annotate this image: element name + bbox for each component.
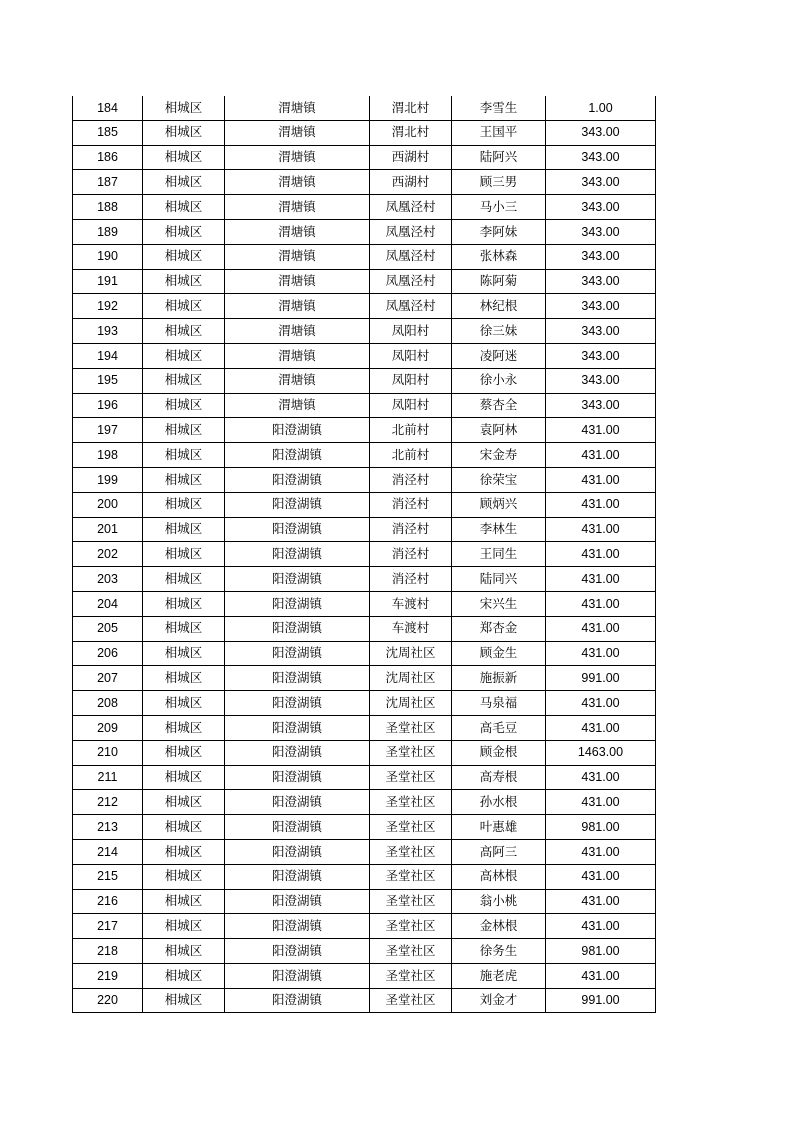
district-cell: 相城区	[143, 244, 225, 269]
table-row	[73, 790, 656, 815]
table-row	[73, 343, 656, 368]
person-name-cell: 施老虎	[452, 963, 546, 988]
town-cell: 阳澄湖镇	[225, 939, 370, 964]
town-cell: 阳澄湖镇	[225, 988, 370, 1013]
amount-cell: 431.00	[546, 443, 656, 468]
person-name-cell: 袁阿林	[452, 418, 546, 443]
town-cell: 阳澄湖镇	[225, 567, 370, 592]
row-number-cell: 194	[73, 343, 143, 368]
row-number-cell: 209	[73, 715, 143, 740]
village-cell: 沈周社区	[370, 691, 452, 716]
amount-cell: 431.00	[546, 591, 656, 616]
person-name-cell: 李阿妹	[452, 219, 546, 244]
row-number-cell: 211	[73, 765, 143, 790]
town-cell: 阳澄湖镇	[225, 467, 370, 492]
town-cell: 阳澄湖镇	[225, 616, 370, 641]
amount-cell: 343.00	[546, 393, 656, 418]
table-row	[73, 244, 656, 269]
village-cell: 圣堂社区	[370, 914, 452, 939]
amount-cell: 431.00	[546, 839, 656, 864]
town-cell: 阳澄湖镇	[225, 492, 370, 517]
table-row	[73, 864, 656, 889]
table-row	[73, 269, 656, 294]
town-cell: 渭塘镇	[225, 145, 370, 170]
person-name-cell: 陈阿菊	[452, 269, 546, 294]
village-cell: 凤凰泾村	[370, 219, 452, 244]
row-number-cell: 208	[73, 691, 143, 716]
person-name-cell: 徐小永	[452, 368, 546, 393]
person-name-cell: 顾金生	[452, 641, 546, 666]
table-row	[73, 418, 656, 443]
district-cell: 相城区	[143, 170, 225, 195]
village-cell: 圣堂社区	[370, 963, 452, 988]
amount-cell: 431.00	[546, 542, 656, 567]
row-number-cell: 196	[73, 393, 143, 418]
district-cell: 相城区	[143, 864, 225, 889]
table-row	[73, 170, 656, 195]
town-cell: 阳澄湖镇	[225, 418, 370, 443]
row-number-cell: 195	[73, 368, 143, 393]
village-cell: 消泾村	[370, 542, 452, 567]
amount-cell: 991.00	[546, 988, 656, 1013]
row-number-cell: 202	[73, 542, 143, 567]
town-cell: 渭塘镇	[225, 319, 370, 344]
village-cell: 圣堂社区	[370, 765, 452, 790]
town-cell: 渭塘镇	[225, 393, 370, 418]
row-number-cell: 201	[73, 517, 143, 542]
amount-cell: 431.00	[546, 914, 656, 939]
district-cell: 相城区	[143, 418, 225, 443]
table-row	[73, 443, 656, 468]
district-cell: 相城区	[143, 467, 225, 492]
village-cell: 凤阳村	[370, 319, 452, 344]
town-cell: 阳澄湖镇	[225, 864, 370, 889]
table-row	[73, 393, 656, 418]
person-name-cell: 高林根	[452, 864, 546, 889]
district-cell: 相城区	[143, 145, 225, 170]
row-number-cell: 200	[73, 492, 143, 517]
amount-cell: 431.00	[546, 418, 656, 443]
row-number-cell: 214	[73, 839, 143, 864]
row-number-cell: 192	[73, 294, 143, 319]
row-number-cell: 210	[73, 740, 143, 765]
person-name-cell: 翁小桃	[452, 889, 546, 914]
row-number-cell: 198	[73, 443, 143, 468]
table-row	[73, 914, 656, 939]
village-cell: 车渡村	[370, 616, 452, 641]
row-number-cell: 191	[73, 269, 143, 294]
amount-cell: 431.00	[546, 864, 656, 889]
town-cell: 阳澄湖镇	[225, 914, 370, 939]
amount-cell: 343.00	[546, 343, 656, 368]
amount-cell: 343.00	[546, 145, 656, 170]
table-row	[73, 294, 656, 319]
person-name-cell: 高阿三	[452, 839, 546, 864]
person-name-cell: 高毛豆	[452, 715, 546, 740]
person-name-cell: 刘金才	[452, 988, 546, 1013]
district-cell: 相城区	[143, 517, 225, 542]
village-cell: 凤阳村	[370, 343, 452, 368]
amount-cell: 343.00	[546, 294, 656, 319]
town-cell: 阳澄湖镇	[225, 641, 370, 666]
amount-cell: 431.00	[546, 790, 656, 815]
town-cell: 渭塘镇	[225, 96, 370, 120]
district-cell: 相城区	[143, 715, 225, 740]
town-cell: 阳澄湖镇	[225, 542, 370, 567]
town-cell: 渭塘镇	[225, 120, 370, 145]
village-cell: 凤阳村	[370, 368, 452, 393]
town-cell: 渭塘镇	[225, 170, 370, 195]
district-cell: 相城区	[143, 591, 225, 616]
row-number-cell: 216	[73, 889, 143, 914]
person-name-cell: 王同生	[452, 542, 546, 567]
district-cell: 相城区	[143, 195, 225, 220]
town-cell: 阳澄湖镇	[225, 591, 370, 616]
person-name-cell: 王国平	[452, 120, 546, 145]
town-cell: 渭塘镇	[225, 219, 370, 244]
village-cell: 西湖村	[370, 170, 452, 195]
town-cell: 渭塘镇	[225, 244, 370, 269]
person-name-cell: 顾三男	[452, 170, 546, 195]
amount-cell: 991.00	[546, 666, 656, 691]
village-cell: 圣堂社区	[370, 889, 452, 914]
town-cell: 阳澄湖镇	[225, 790, 370, 815]
person-name-cell: 马小三	[452, 195, 546, 220]
person-name-cell: 李林生	[452, 517, 546, 542]
amount-cell: 431.00	[546, 616, 656, 641]
village-cell: 北前村	[370, 443, 452, 468]
amount-cell: 1.00	[546, 96, 656, 120]
row-number-cell: 189	[73, 219, 143, 244]
district-cell: 相城区	[143, 443, 225, 468]
district-cell: 相城区	[143, 393, 225, 418]
town-cell: 渭塘镇	[225, 343, 370, 368]
amount-cell: 343.00	[546, 195, 656, 220]
table-row	[73, 691, 656, 716]
amount-cell: 343.00	[546, 269, 656, 294]
village-cell: 凤凰泾村	[370, 195, 452, 220]
district-cell: 相城区	[143, 939, 225, 964]
district-cell: 相城区	[143, 914, 225, 939]
table-row	[73, 815, 656, 840]
data-table	[72, 96, 656, 1013]
village-cell: 渭北村	[370, 96, 452, 120]
row-number-cell: 204	[73, 591, 143, 616]
town-cell: 阳澄湖镇	[225, 740, 370, 765]
table-row	[73, 120, 656, 145]
amount-cell: 431.00	[546, 467, 656, 492]
town-cell: 阳澄湖镇	[225, 517, 370, 542]
town-cell: 阳澄湖镇	[225, 839, 370, 864]
row-number-cell: 203	[73, 567, 143, 592]
district-cell: 相城区	[143, 294, 225, 319]
town-cell: 渭塘镇	[225, 195, 370, 220]
village-cell: 圣堂社区	[370, 864, 452, 889]
row-number-cell: 187	[73, 170, 143, 195]
town-cell: 阳澄湖镇	[225, 715, 370, 740]
village-cell: 北前村	[370, 418, 452, 443]
town-cell: 渭塘镇	[225, 269, 370, 294]
town-cell: 阳澄湖镇	[225, 691, 370, 716]
amount-cell: 981.00	[546, 815, 656, 840]
table-row	[73, 889, 656, 914]
table-row	[73, 641, 656, 666]
amount-cell: 431.00	[546, 492, 656, 517]
district-cell: 相城区	[143, 567, 225, 592]
village-cell: 凤凰泾村	[370, 294, 452, 319]
district-cell: 相城区	[143, 616, 225, 641]
table-row	[73, 765, 656, 790]
village-cell: 圣堂社区	[370, 839, 452, 864]
person-name-cell: 马泉福	[452, 691, 546, 716]
town-cell: 渭塘镇	[225, 294, 370, 319]
table-row	[73, 567, 656, 592]
table-row	[73, 517, 656, 542]
person-name-cell: 陆阿兴	[452, 145, 546, 170]
person-name-cell: 陆同兴	[452, 567, 546, 592]
row-number-cell: 197	[73, 418, 143, 443]
amount-cell: 431.00	[546, 641, 656, 666]
row-number-cell: 219	[73, 963, 143, 988]
row-number-cell: 206	[73, 641, 143, 666]
table-row	[73, 467, 656, 492]
amount-cell: 343.00	[546, 368, 656, 393]
table-row	[73, 591, 656, 616]
person-name-cell: 蔡杏全	[452, 393, 546, 418]
table-row	[73, 368, 656, 393]
table-row	[73, 145, 656, 170]
village-cell: 凤阳村	[370, 393, 452, 418]
district-cell: 相城区	[143, 790, 225, 815]
town-cell: 渭塘镇	[225, 368, 370, 393]
amount-cell: 431.00	[546, 567, 656, 592]
district-cell: 相城区	[143, 988, 225, 1013]
person-name-cell: 郑杏金	[452, 616, 546, 641]
amount-cell: 431.00	[546, 715, 656, 740]
district-cell: 相城区	[143, 343, 225, 368]
district-cell: 相城区	[143, 120, 225, 145]
village-cell: 消泾村	[370, 492, 452, 517]
district-cell: 相城区	[143, 691, 225, 716]
person-name-cell: 徐务生	[452, 939, 546, 964]
row-number-cell: 215	[73, 864, 143, 889]
village-cell: 车渡村	[370, 591, 452, 616]
village-cell: 消泾村	[370, 567, 452, 592]
amount-cell: 431.00	[546, 889, 656, 914]
row-number-cell: 185	[73, 120, 143, 145]
row-number-cell: 207	[73, 666, 143, 691]
village-cell: 消泾村	[370, 517, 452, 542]
village-cell: 消泾村	[370, 467, 452, 492]
village-cell: 圣堂社区	[370, 939, 452, 964]
person-name-cell: 孙水根	[452, 790, 546, 815]
district-cell: 相城区	[143, 269, 225, 294]
row-number-cell: 218	[73, 939, 143, 964]
amount-cell: 981.00	[546, 939, 656, 964]
district-cell: 相城区	[143, 641, 225, 666]
table-row	[73, 963, 656, 988]
row-number-cell: 186	[73, 145, 143, 170]
district-cell: 相城区	[143, 740, 225, 765]
town-cell: 阳澄湖镇	[225, 443, 370, 468]
person-name-cell: 林纪根	[452, 294, 546, 319]
amount-cell: 343.00	[546, 244, 656, 269]
person-name-cell: 宋兴生	[452, 591, 546, 616]
person-name-cell: 叶惠雄	[452, 815, 546, 840]
village-cell: 圣堂社区	[370, 715, 452, 740]
row-number-cell: 199	[73, 467, 143, 492]
district-cell: 相城区	[143, 815, 225, 840]
amount-cell: 343.00	[546, 120, 656, 145]
row-number-cell: 212	[73, 790, 143, 815]
table-row	[73, 988, 656, 1013]
person-name-cell: 金林根	[452, 914, 546, 939]
table-row	[73, 740, 656, 765]
village-cell: 圣堂社区	[370, 740, 452, 765]
table-row	[73, 542, 656, 567]
district-cell: 相城区	[143, 963, 225, 988]
amount-cell: 431.00	[546, 963, 656, 988]
town-cell: 阳澄湖镇	[225, 666, 370, 691]
row-number-cell: 213	[73, 815, 143, 840]
person-name-cell: 凌阿迷	[452, 343, 546, 368]
village-cell: 圣堂社区	[370, 815, 452, 840]
table-row	[73, 492, 656, 517]
person-name-cell: 张林森	[452, 244, 546, 269]
row-number-cell: 188	[73, 195, 143, 220]
village-cell: 凤凰泾村	[370, 269, 452, 294]
village-cell: 凤凰泾村	[370, 244, 452, 269]
row-number-cell: 220	[73, 988, 143, 1013]
village-cell: 圣堂社区	[370, 790, 452, 815]
row-number-cell: 205	[73, 616, 143, 641]
amount-cell: 343.00	[546, 170, 656, 195]
row-number-cell: 184	[73, 96, 143, 120]
person-name-cell: 高寿根	[452, 765, 546, 790]
village-cell: 沈周社区	[370, 641, 452, 666]
person-name-cell: 李雪生	[452, 96, 546, 120]
district-cell: 相城区	[143, 319, 225, 344]
table-row	[73, 195, 656, 220]
town-cell: 阳澄湖镇	[225, 889, 370, 914]
amount-cell: 431.00	[546, 765, 656, 790]
table-row	[73, 219, 656, 244]
table-body	[73, 96, 656, 1013]
row-number-cell: 190	[73, 244, 143, 269]
district-cell: 相城区	[143, 492, 225, 517]
district-cell: 相城区	[143, 839, 225, 864]
amount-cell: 343.00	[546, 319, 656, 344]
table-row	[73, 96, 656, 120]
amount-cell: 431.00	[546, 517, 656, 542]
district-cell: 相城区	[143, 368, 225, 393]
person-name-cell: 宋金寿	[452, 443, 546, 468]
district-cell: 相城区	[143, 889, 225, 914]
person-name-cell: 徐荣宝	[452, 467, 546, 492]
village-cell: 圣堂社区	[370, 988, 452, 1013]
row-number-cell: 217	[73, 914, 143, 939]
table-row	[73, 616, 656, 641]
town-cell: 阳澄湖镇	[225, 765, 370, 790]
table-row	[73, 666, 656, 691]
village-cell: 渭北村	[370, 120, 452, 145]
district-cell: 相城区	[143, 542, 225, 567]
person-name-cell: 徐三妹	[452, 319, 546, 344]
person-name-cell: 施振新	[452, 666, 546, 691]
amount-cell: 343.00	[546, 219, 656, 244]
village-cell: 西湖村	[370, 145, 452, 170]
district-cell: 相城区	[143, 96, 225, 120]
person-name-cell: 顾金根	[452, 740, 546, 765]
row-number-cell: 193	[73, 319, 143, 344]
town-cell: 阳澄湖镇	[225, 963, 370, 988]
town-cell: 阳澄湖镇	[225, 815, 370, 840]
person-name-cell: 顾炳兴	[452, 492, 546, 517]
table-row	[73, 319, 656, 344]
district-cell: 相城区	[143, 666, 225, 691]
amount-cell: 431.00	[546, 691, 656, 716]
table-row	[73, 939, 656, 964]
table-row	[73, 839, 656, 864]
district-cell: 相城区	[143, 765, 225, 790]
amount-cell: 1463.00	[546, 740, 656, 765]
table-row	[73, 715, 656, 740]
village-cell: 沈周社区	[370, 666, 452, 691]
district-cell: 相城区	[143, 219, 225, 244]
